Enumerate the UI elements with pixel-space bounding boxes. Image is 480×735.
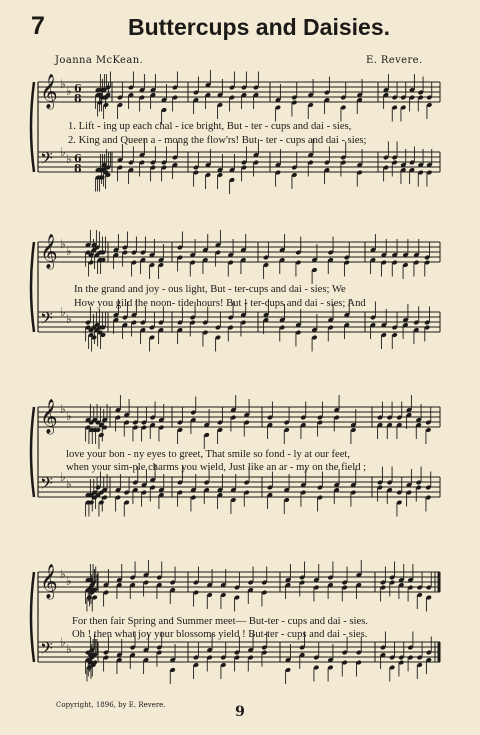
music-system-4 bbox=[0, 560, 480, 695]
treble-clef-icon: 𝄞 bbox=[40, 399, 58, 434]
time-signature-bottom: 8 bbox=[74, 162, 82, 175]
flat-icon: ♭ bbox=[60, 567, 66, 581]
treble-clef-icon: 𝄞 bbox=[40, 74, 58, 109]
system-brace bbox=[31, 82, 34, 172]
time-signature-bottom: 8 bbox=[74, 92, 82, 105]
flat-icon: ♭ bbox=[60, 145, 66, 159]
flat-icon: ♭ bbox=[60, 470, 66, 484]
system-brace bbox=[31, 572, 34, 662]
system-brace bbox=[31, 407, 34, 497]
time-signature-top: 6 bbox=[74, 152, 82, 165]
author-credit: Joanna McKean. bbox=[55, 55, 144, 66]
lyric-line-verse-1: In the grand and joy - ous light, But - ter-cups and dai - sies; We bbox=[74, 284, 346, 295]
flat-icon: ♭ bbox=[66, 152, 72, 166]
copyright-notice: Copyright, 1896, by E. Revere. bbox=[56, 701, 166, 709]
bass-clef-icon: 𝄢 bbox=[40, 638, 53, 662]
bass-clef-icon: 𝄢 bbox=[40, 473, 53, 497]
lyric-line-verse-2: Oh ! then what joy your blossoms yield ! But-ter - cups and dai - sies. bbox=[72, 629, 368, 640]
flat-icon: ♭ bbox=[66, 477, 72, 491]
flat-icon: ♭ bbox=[66, 84, 72, 98]
flat-icon: ♭ bbox=[60, 402, 66, 416]
flat-icon: ♭ bbox=[66, 642, 72, 656]
flat-icon: ♭ bbox=[60, 635, 66, 649]
bass-clef-icon: 𝄢 bbox=[40, 148, 53, 172]
flat-icon: ♭ bbox=[66, 312, 72, 326]
flat-icon: ♭ bbox=[60, 237, 66, 251]
time-signature-top: 6 bbox=[74, 82, 82, 95]
lyric-line-verse-1: love your bon - ny eyes to greet, That smile so fond - ly at our feet, bbox=[66, 449, 350, 460]
composer-credit: E. Revere. bbox=[366, 55, 423, 66]
lyric-line-verse-2: How you gild the noon- tide hours! But - ter-cups and dai - sies; And bbox=[74, 298, 366, 309]
lyric-line-verse-1: For then fair Spring and Summer meet— But-ter - cups and dai - sies. bbox=[72, 616, 368, 627]
hymn-number: 7 bbox=[31, 12, 45, 40]
lyric-line-verse-2: 2. King and Queen a - mong the flow'rs! But - ter - cups and dai - sies; bbox=[68, 135, 367, 146]
treble-clef-icon: 𝄞 bbox=[40, 564, 58, 599]
system-brace bbox=[31, 242, 34, 332]
music-system-2 bbox=[0, 230, 480, 360]
bass-clef-icon: 𝄢 bbox=[40, 308, 53, 332]
page-number: 9 bbox=[235, 704, 245, 720]
treble-clef-icon: 𝄞 bbox=[40, 234, 58, 269]
flat-icon: ♭ bbox=[66, 409, 72, 423]
flat-icon: ♭ bbox=[60, 305, 66, 319]
flat-icon: ♭ bbox=[60, 77, 66, 91]
flat-icon: ♭ bbox=[66, 574, 72, 588]
lyric-line-verse-1: 1. Lift - ing up each chal - ice bright, But - ter - cups and dai - sies, bbox=[68, 121, 352, 132]
flat-icon: ♭ bbox=[66, 244, 72, 258]
hymn-title: Buttercups and Daisies. bbox=[127, 14, 391, 40]
lyric-line-verse-2: when your sim-ple charms you wield, Just like an ar - my on the field ; bbox=[66, 462, 367, 473]
